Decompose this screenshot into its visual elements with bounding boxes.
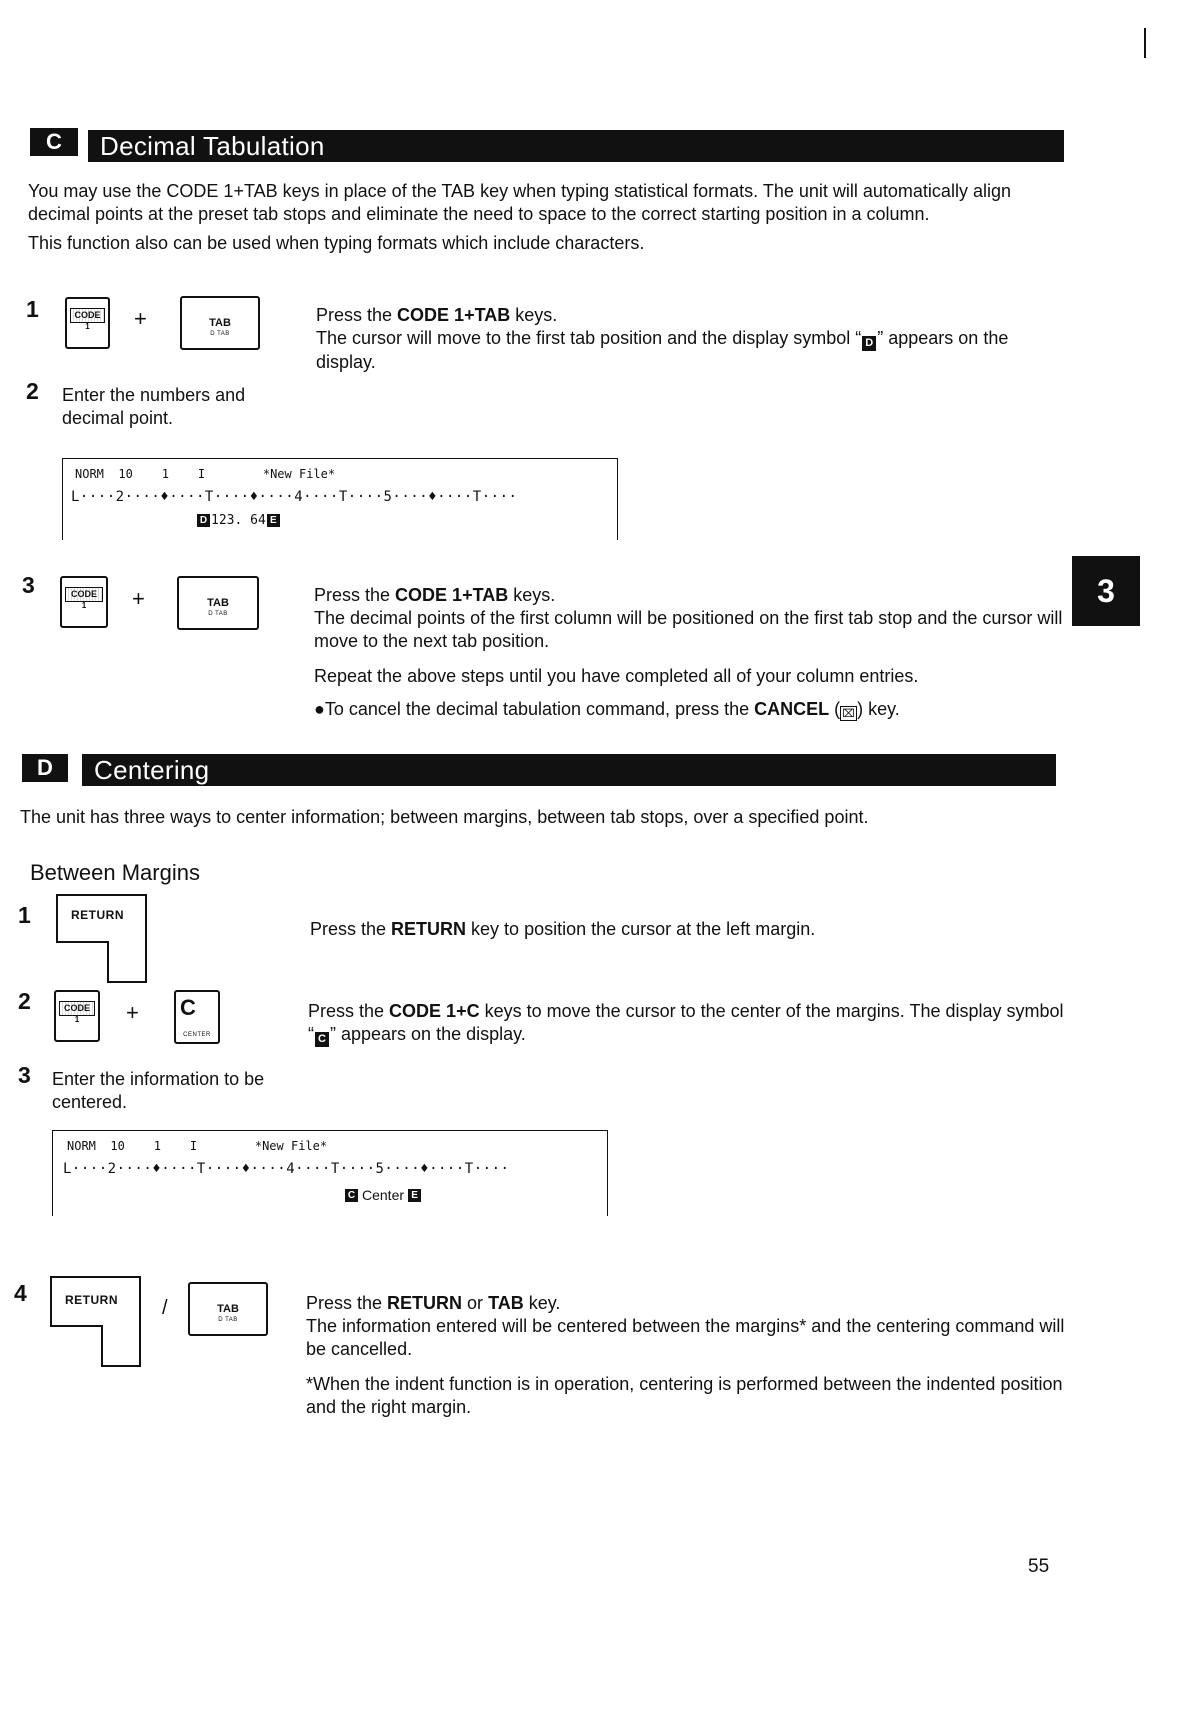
c-step1-press: Press the bbox=[316, 305, 398, 325]
tab-key-label: TAB bbox=[217, 1303, 239, 1315]
display-entry-value: 123. 64 bbox=[211, 513, 266, 528]
tab-key-sub: D TAB bbox=[208, 611, 228, 617]
display-entry-line bbox=[345, 1187, 421, 1203]
d-step2-keys: CODE 1+C bbox=[389, 1001, 480, 1021]
page-number: 55 bbox=[1028, 1556, 1050, 1577]
return-key-label: RETURN bbox=[71, 908, 124, 922]
return-key-label: RETURN bbox=[65, 1293, 118, 1307]
c-repeat-text: Repeat the above steps until you have completed all of your column entries. bbox=[314, 666, 919, 686]
section-c-title-bar bbox=[88, 130, 1064, 162]
c-cancel-suffix: ) key. bbox=[857, 699, 900, 719]
d-step1-key: RETURN bbox=[391, 919, 467, 939]
tab-key-label: TAB bbox=[207, 597, 229, 609]
c-step1-desc-a: The cursor will move to the first tab position and the display symbol “ bbox=[316, 328, 862, 348]
plus-sign: + bbox=[126, 1000, 139, 1025]
d-step2-desc: keys to move the cursor to the center of the margins. The display symbol “ bbox=[308, 1001, 1064, 1044]
c-step1-keys: CODE 1+TAB bbox=[397, 305, 511, 325]
cancel-key-icon: ⌧ bbox=[840, 706, 857, 721]
code-key-sub: 1 bbox=[81, 601, 87, 610]
d-step1-text bbox=[310, 918, 1070, 941]
code-key-sub: 1 bbox=[74, 1015, 80, 1024]
center-display-panel bbox=[52, 1130, 608, 1216]
d-step4-key1: RETURN bbox=[387, 1293, 463, 1313]
display-entry-value: Center bbox=[362, 1187, 405, 1203]
d-step4-or: or bbox=[462, 1293, 489, 1313]
section-c-badge-letter: C bbox=[46, 129, 62, 154]
section-d-badge-letter: D bbox=[37, 755, 53, 780]
d-step2-press: Press the bbox=[308, 1001, 390, 1021]
c-symbol-icon: C bbox=[345, 1189, 358, 1202]
d-step1-number: 1 bbox=[18, 902, 31, 928]
d-symbol-icon: D bbox=[197, 514, 210, 527]
d-step3-number: 3 bbox=[18, 1062, 31, 1088]
plus-sign: + bbox=[134, 306, 147, 331]
c-cancel-text: ●To cancel the decimal tabulation command, press the bbox=[314, 699, 755, 719]
code-key bbox=[65, 297, 110, 349]
code-key bbox=[60, 576, 108, 628]
d-step4-desc: The information entered will be centered between the margins* and the centering command will be cancelled. bbox=[306, 1316, 1065, 1359]
display-ruler-line: L····2····♦····T····♦····4····T····5····♦····T···· bbox=[71, 489, 518, 505]
c-step1-text bbox=[316, 304, 1066, 380]
tab-key-sub: D TAB bbox=[210, 331, 230, 337]
between-margins-heading: Between Margins bbox=[30, 860, 200, 885]
tab-key bbox=[177, 576, 259, 630]
d-step1-press: Press the bbox=[310, 919, 392, 939]
c-step3-desc: The decimal points of the first column will be positioned on the first tab stop and the cursor will move to the next tab position. bbox=[314, 608, 1063, 651]
c-step3-keys: CODE 1+TAB bbox=[395, 585, 509, 605]
section-d-title-bar bbox=[82, 754, 1056, 786]
tab-key-label: TAB bbox=[209, 317, 231, 329]
section-c-badge bbox=[30, 128, 78, 156]
section-c-intro bbox=[28, 180, 1068, 261]
return-key-icon bbox=[50, 1276, 146, 1368]
center-key bbox=[174, 990, 220, 1044]
c-step1-number: 1 bbox=[26, 296, 39, 322]
section-c-intro-1: You may use the CODE 1+TAB keys in place of the TAB key when typing statistical formats. The unit will automatically align decimal points at the preset tab stops and eliminate the need to space to the correct starting position in a column. bbox=[28, 181, 1011, 224]
section-d-intro: The unit has three ways to center information; between margins, between tab stops, over a specified point. bbox=[20, 807, 869, 827]
section-c-intro-2: This function also can be used when typing formats which include characters. bbox=[28, 233, 645, 253]
c-symbol-icon: C bbox=[315, 1032, 329, 1047]
display-status-line: NORM 10 1 I *New File* bbox=[75, 467, 336, 481]
c-step1-keys-suffix: keys. bbox=[510, 305, 558, 325]
d-symbol-icon: D bbox=[862, 336, 876, 351]
center-key-label: C bbox=[180, 995, 196, 1020]
d-step3-text: Enter the information to be centered. bbox=[52, 1069, 265, 1112]
cancel-key-name: CANCEL bbox=[754, 699, 830, 719]
key-separator: / bbox=[162, 1297, 168, 1319]
margin-mark bbox=[1144, 28, 1146, 58]
c-step2-text: Enter the numbers and decimal point. bbox=[62, 385, 246, 428]
code-key-label: CODE bbox=[59, 1001, 95, 1016]
code-key-label: CODE bbox=[65, 587, 103, 602]
c-step1-desc-b: ” appears on the display. bbox=[316, 328, 1009, 372]
c-step2-number: 2 bbox=[26, 378, 39, 404]
decimal-display-panel bbox=[62, 458, 618, 540]
d-footnote: *When the indent function is in operation, centering is performed between the indented position and the right margin. bbox=[306, 1374, 1063, 1417]
tab-key-sub: D TAB bbox=[218, 1317, 238, 1323]
section-c-title: Decimal Tabulation bbox=[100, 130, 325, 161]
code-key-label: CODE bbox=[70, 308, 105, 323]
c-cancel-paren: ( bbox=[829, 699, 841, 719]
e-symbol-icon: E bbox=[267, 514, 280, 527]
d-step2-number: 2 bbox=[18, 988, 31, 1014]
plus-sign: + bbox=[132, 586, 145, 611]
section-d-title: Centering bbox=[94, 754, 210, 785]
code-key-sub: 1 bbox=[85, 322, 90, 331]
d-step4-key2: TAB bbox=[488, 1293, 524, 1313]
d-step4-number: 4 bbox=[14, 1280, 27, 1306]
c-step3-text bbox=[314, 584, 1064, 727]
code-key bbox=[54, 990, 100, 1042]
c-step3-press: Press the bbox=[314, 585, 396, 605]
tab-key bbox=[188, 1282, 268, 1336]
e-symbol-icon: E bbox=[408, 1189, 421, 1202]
c-step3-keys-suffix: keys. bbox=[508, 585, 556, 605]
display-entry-line bbox=[197, 513, 280, 528]
display-status-line: NORM 10 1 I *New File* bbox=[67, 1139, 328, 1153]
center-key-sub: CENTER bbox=[183, 1032, 211, 1038]
tab-key bbox=[180, 296, 260, 350]
c-step3-number: 3 bbox=[22, 572, 35, 598]
display-ruler-line: L····2····♦····T····♦····4····T····5····♦····T···· bbox=[63, 1161, 510, 1177]
d-step2-suffix: ” appears on the display. bbox=[330, 1024, 526, 1044]
section-d-badge bbox=[22, 754, 68, 782]
d-step1-suffix: key to position the cursor at the left margin. bbox=[466, 919, 816, 939]
d-step4-press: Press the bbox=[306, 1293, 388, 1313]
chapter-tab: 3 bbox=[1072, 556, 1140, 626]
d-step4-text bbox=[306, 1292, 1068, 1425]
d-step4-suffix: key. bbox=[523, 1293, 561, 1313]
d-step2-text bbox=[308, 1000, 1068, 1047]
